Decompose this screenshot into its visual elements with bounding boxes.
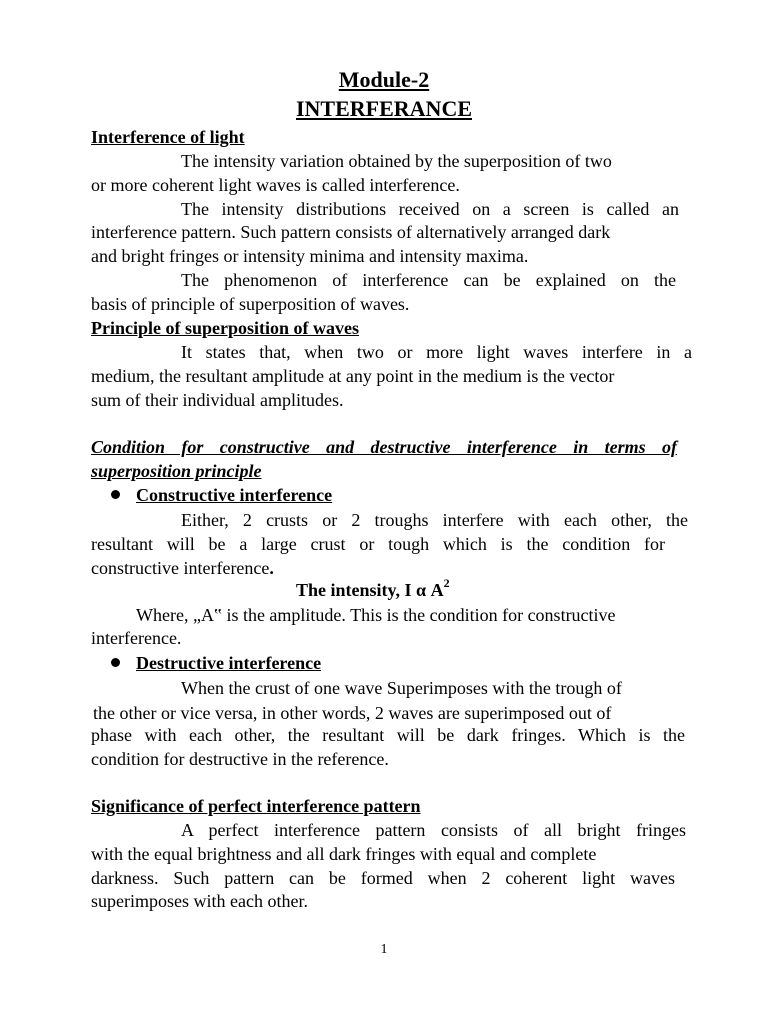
paragraph-line: resultant will be a large crust or tough which is the condition for <box>91 534 665 554</box>
page-number: 1 <box>380 942 388 957</box>
section-heading-condition-cont: superposition principle <box>91 461 262 481</box>
bullet-icon <box>111 658 120 667</box>
paragraph-line: condition for destructive in the reference. <box>91 749 389 769</box>
bullet-icon <box>111 490 120 499</box>
period: . <box>269 558 274 578</box>
paragraph-line: the other or vice versa, in other words, 2 waves are superimposed out of <box>93 703 612 723</box>
paragraph-line: The intensity variation obtained by the superposition of two <box>181 151 612 171</box>
paragraph-line: medium, the resultant amplitude at any point in the medium is the vector <box>91 366 615 386</box>
paragraph-line: Either, 2 crusts or 2 troughs interfere with each other, the <box>181 510 688 530</box>
paragraph-line: basis of principle of superposition of waves. <box>91 294 410 314</box>
paragraph-line: When the crust of one wave Superimposes with the trough of <box>181 678 622 698</box>
subheading-destructive: Destructive interference <box>136 653 322 673</box>
paragraph-line: phase with each other, the resultant will be dark fringes. Which is the <box>91 725 685 745</box>
paragraph-line: darkness. Such pattern can be formed when 2 coherent light waves <box>91 868 675 888</box>
section-heading-significance: Significance of perfect interference pattern <box>91 796 421 816</box>
paragraph-line: Where, „A‟ is the amplitude. This is the condition for constructive <box>136 605 616 625</box>
formula-superscript: 2 <box>443 576 450 590</box>
intensity-formula <box>296 578 450 602</box>
paragraph-line <box>91 556 274 580</box>
section-heading-interference-of-light: Interference of light <box>91 127 245 147</box>
paragraph-line: interference. <box>91 628 182 648</box>
paragraph-line: The phenomenon of interference can be explained on the <box>181 270 676 290</box>
paragraph-line: or more coherent light waves is called interference. <box>91 175 460 195</box>
paragraph-line: It states that, when two or more light waves interfere in a <box>181 342 692 362</box>
module-title: Module-2 <box>338 67 430 92</box>
formula-text: The intensity, I α A <box>296 580 444 600</box>
topic-title: INTERFERANCE <box>295 96 473 121</box>
section-heading-condition: Condition for constructive and destructive interference in terms of <box>91 437 677 457</box>
subheading-constructive: Constructive interference <box>136 485 333 505</box>
paragraph-line: A perfect interference pattern consists of all bright fringes <box>181 820 686 840</box>
section-heading-superposition: Principle of superposition of waves <box>91 318 359 338</box>
paragraph-line: interference pattern. Such pattern consists of alternatively arranged dark <box>91 222 611 242</box>
paragraph-line: sum of their individual amplitudes. <box>91 390 344 410</box>
paragraph-line: The intensity distributions received on a screen is called an <box>181 199 679 219</box>
paragraph-line: and bright fringes or intensity minima and intensity maxima. <box>91 246 529 266</box>
paragraph-line: with the equal brightness and all dark fringes with equal and complete <box>91 844 597 864</box>
paragraph-line: superimposes with each other. <box>91 891 308 911</box>
paragraph-text: constructive interference <box>91 558 270 578</box>
